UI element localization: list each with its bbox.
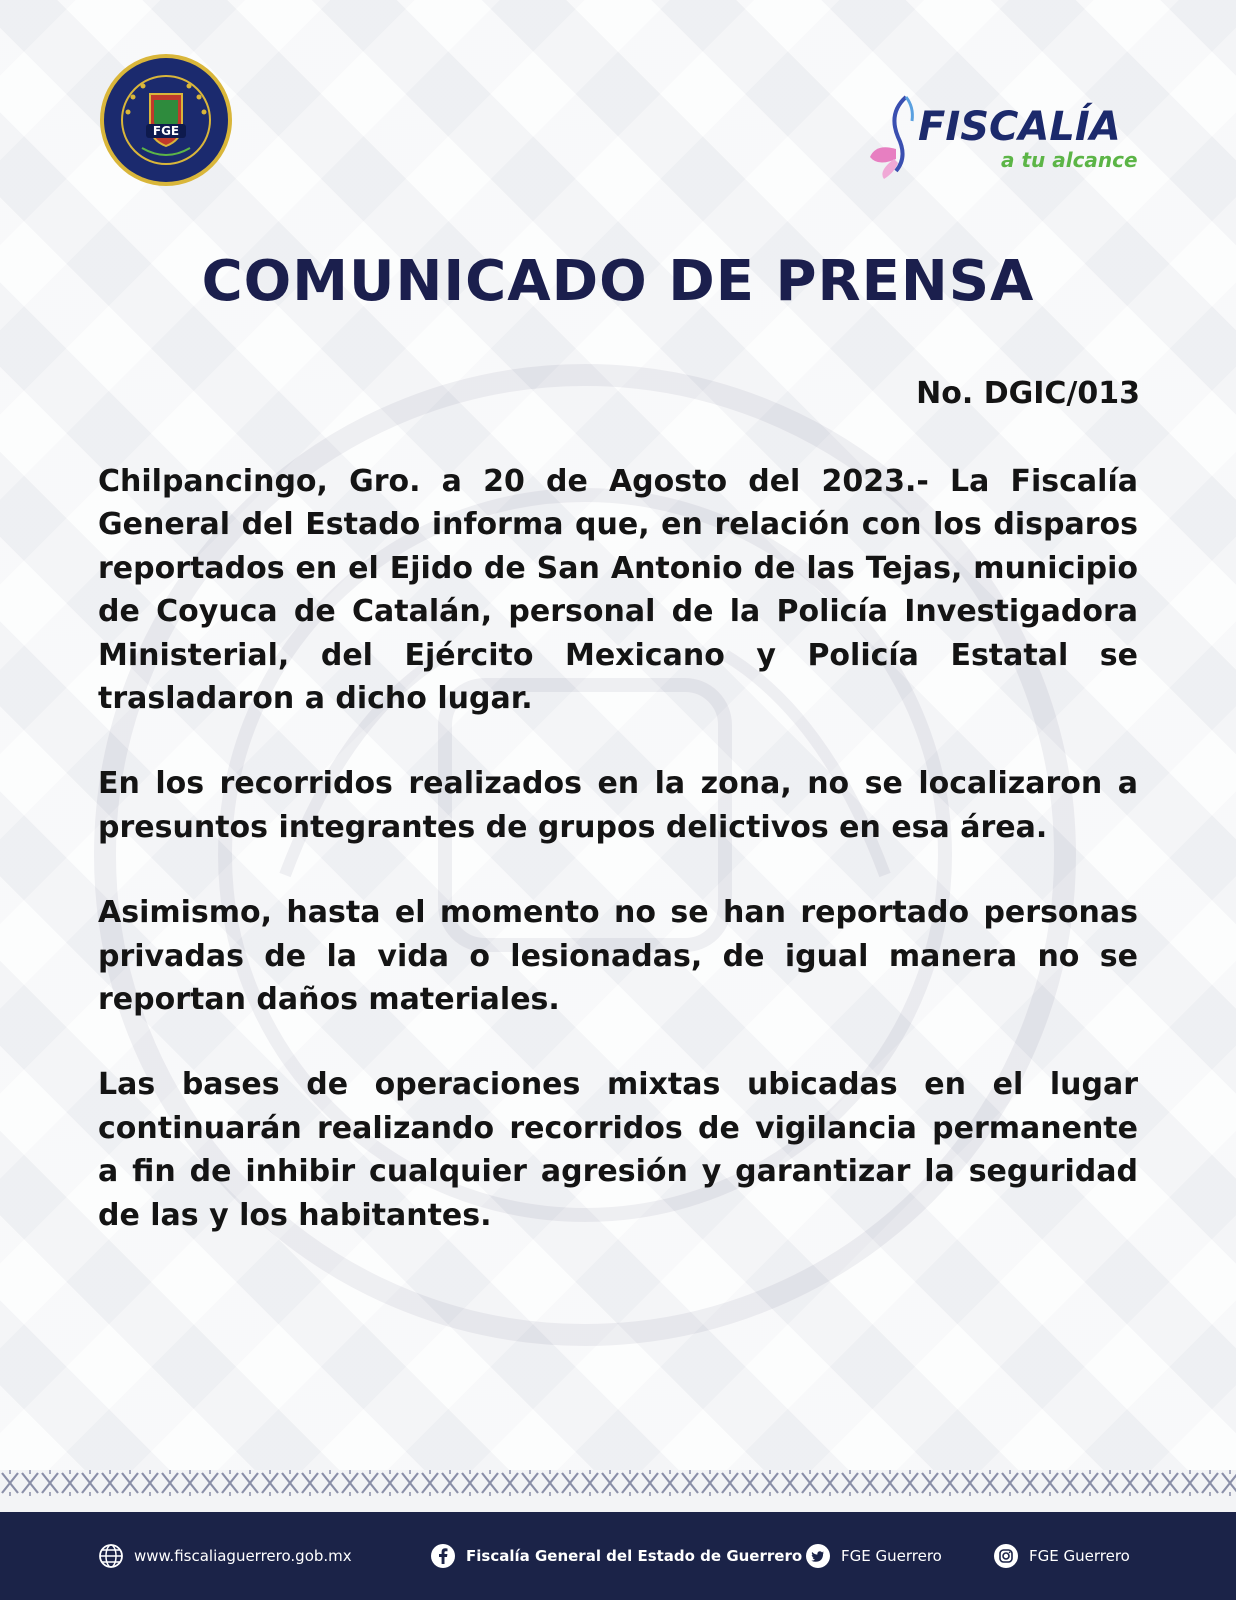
twitter-label: FGE Guerrero xyxy=(841,1547,942,1565)
paragraph: En los recorridos realizados en la zona, no se localizaron a presuntos integrantes de grupos delictivos en esa área. xyxy=(98,766,1138,845)
paragraph: Asimismo, hasta el momento no se han reportado personas privadas de la vida o lesionadas, de igual manera no se reportan daños materiales. xyxy=(98,895,1138,1018)
globe-icon xyxy=(98,1543,124,1569)
facebook-icon xyxy=(430,1543,456,1569)
footer-facebook[interactable] xyxy=(430,1512,802,1600)
footer-website[interactable] xyxy=(98,1512,352,1600)
page-title: COMUNICADO DE PRENSA xyxy=(201,249,1035,314)
footer-twitter[interactable] xyxy=(805,1512,942,1600)
instagram-label: FGE Guerrero xyxy=(1029,1547,1130,1565)
footer-instagram[interactable] xyxy=(993,1512,1130,1600)
brand-name: FISCALÍA xyxy=(918,104,1121,150)
decorative-border xyxy=(0,1470,1236,1496)
fiscalia-brand-logo xyxy=(868,93,1143,185)
document-number: No. DGIC/013 xyxy=(916,376,1140,411)
paragraph: Las bases de operaciones mixtas ubicadas en el lugar continuarán realizando recorridos de vigilancia permanente a fin de inhibir cualquier agresión y garantizar la seguridad de las y los habitantes. xyxy=(98,1067,1138,1233)
facebook-label: Fiscalía General del Estado de Guerrero xyxy=(466,1547,803,1565)
seal-center-text: FGE xyxy=(152,124,180,138)
paragraph: Chilpancingo, Gro. a 20 de Agosto del 2023.- La Fiscalía General del Estado informa que, en relación con los disparos reportados en el Ejido de San Antonio de las Tejas, municipio de Coyuca de Catalán, personal de la Policía Investigadora Ministerial, del Ejército Mexicano y Policía Estatal se trasladaron a dicho lugar. xyxy=(98,464,1138,717)
press-release-body xyxy=(98,460,1138,1279)
fge-seal-logo xyxy=(98,52,234,188)
twitter-icon xyxy=(805,1543,831,1569)
footer-bar xyxy=(0,1512,1236,1600)
instagram-icon xyxy=(993,1543,1019,1569)
website-label: www.fiscaliaguerrero.gob.mx xyxy=(134,1547,352,1565)
brand-tagline: a tu alcance xyxy=(1001,148,1138,172)
